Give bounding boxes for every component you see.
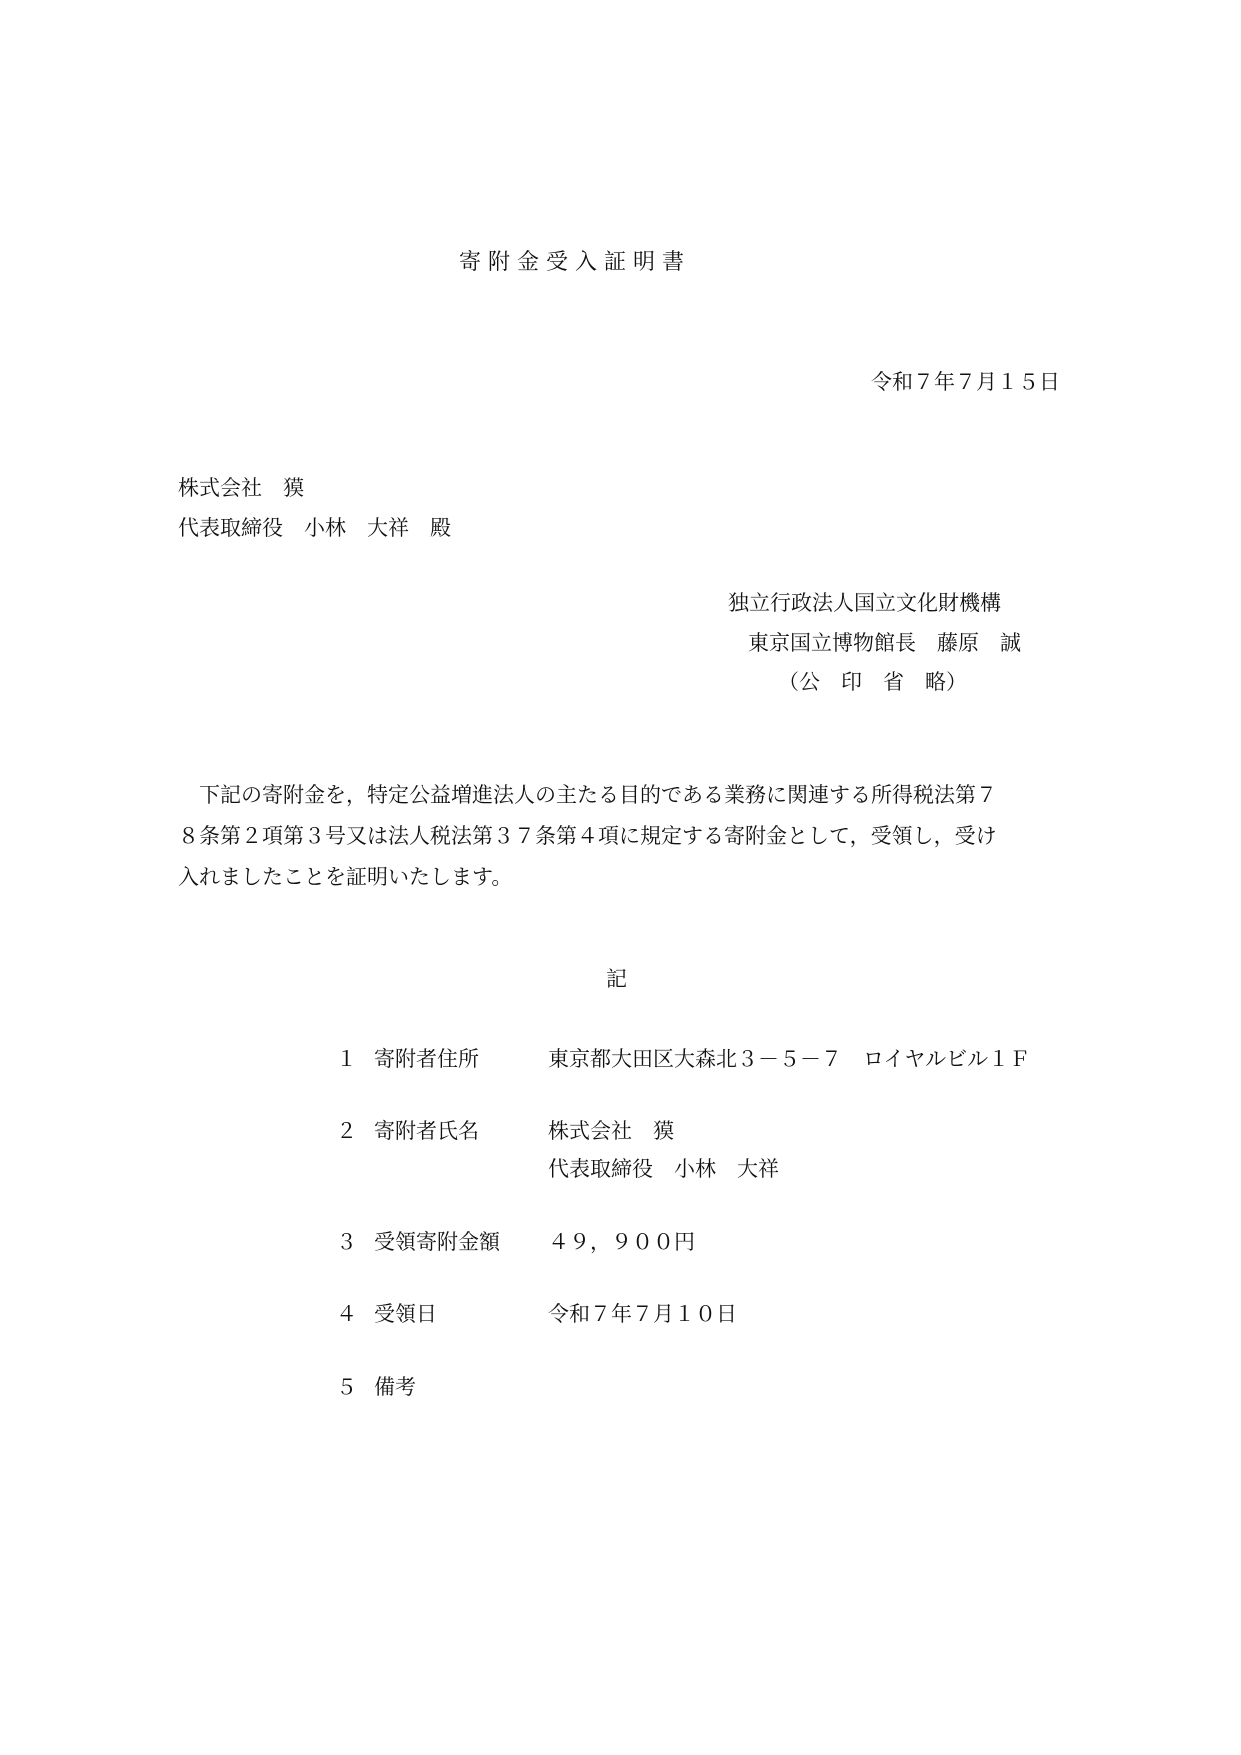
donor-name-company: 株式会社 獏 (548, 1119, 674, 1143)
item-number: ２ (336, 1119, 357, 1143)
issuer-head: 東京国立博物館長 藤原 誠 (748, 631, 1021, 655)
statement-line: ８条第２項第３号又は法人税法第３７条第４項に規定する寄附金として，受領し，受け (178, 824, 997, 848)
item-label-receipt-date: 受領日 (374, 1302, 437, 1326)
donation-amount-value: ４９，９００円 (548, 1230, 695, 1254)
donor-name-representative: 代表取締役 小林 大祥 (548, 1157, 779, 1181)
ki-heading: 記 (606, 967, 627, 991)
recipient-company: 株式会社 獏 (178, 476, 304, 500)
item-number: ４ (336, 1302, 357, 1326)
item-label-remarks: 備考 (374, 1375, 416, 1399)
item-number: ３ (336, 1230, 357, 1254)
statement-line: 入れましたことを証明いたします。 (178, 865, 513, 889)
statement-line: 下記の寄附金を，特定公益増進法人の主たる目的である業務に関連する所得税法第７ (178, 783, 997, 807)
donor-address-value: 東京都大田区大森北３－５－７ ロイヤルビル１Ｆ (548, 1047, 1031, 1071)
receipt-date-value: 令和７年７月１０日 (548, 1302, 737, 1326)
issuer-organization: 独立行政法人国立文化財機構 (728, 591, 1001, 615)
seal-note: （公 印 省 略） (778, 670, 967, 694)
item-number: ５ (336, 1375, 357, 1399)
item-label-donation-amount: 受領寄附金額 (374, 1230, 500, 1254)
issue-date: 令和７年７月１５日 (871, 370, 1060, 394)
item-label-donor-address: 寄附者住所 (374, 1047, 479, 1071)
item-label-donor-name: 寄附者氏名 (374, 1119, 479, 1143)
certification-statement (178, 775, 1058, 898)
document-title: 寄 附 金 受 入 証 明 書 (459, 250, 684, 275)
item-number: １ (336, 1047, 357, 1071)
recipient-representative: 代表取締役 小林 大祥 殿 (178, 516, 451, 540)
